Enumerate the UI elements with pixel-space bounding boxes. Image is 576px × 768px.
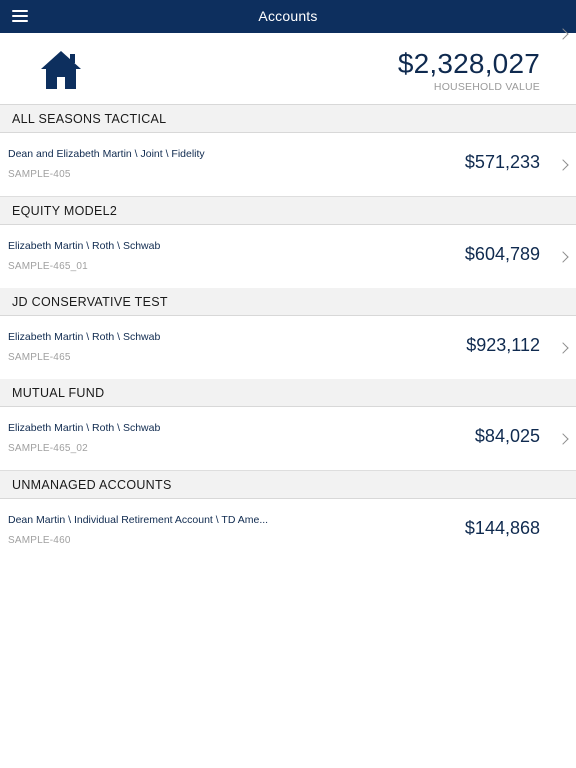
account-name: Elizabeth Martin \ Roth \ Schwab xyxy=(8,331,161,343)
account-value: $923,112 xyxy=(466,335,540,355)
account-name: Elizabeth Martin \ Roth \ Schwab xyxy=(8,422,161,434)
chevron-right-icon xyxy=(557,159,568,170)
account-id: SAMPLE-405 xyxy=(8,169,71,180)
account-row[interactable] xyxy=(0,225,576,289)
account-id: SAMPLE-465 xyxy=(8,352,71,363)
account-id: SAMPLE-460 xyxy=(8,535,71,546)
account-row[interactable] xyxy=(0,407,576,471)
section-header: JD CONSERVATIVE TEST xyxy=(0,288,576,316)
page-title: Accounts xyxy=(258,8,318,24)
section-header: UNMANAGED ACCOUNTS xyxy=(0,471,576,499)
account-value: $144,868 xyxy=(464,518,540,538)
chevron-right-icon xyxy=(557,251,568,262)
household-value-label: HOUSEHOLD VALUE xyxy=(433,81,540,93)
account-value: $604,789 xyxy=(464,244,540,264)
account-row[interactable] xyxy=(0,133,576,197)
account-name: Dean Martin \ Individual Retirement Account \ TD Ame... xyxy=(8,514,269,526)
account-value: $84,025 xyxy=(474,426,540,446)
chevron-right-icon xyxy=(557,433,568,444)
household-summary-row[interactable] xyxy=(0,33,576,105)
section-header: EQUITY MODEL2 xyxy=(0,197,576,225)
section-header: ALL SEASONS TACTICAL xyxy=(0,105,576,133)
chevron-right-icon xyxy=(557,342,568,353)
top-navigation-bar xyxy=(0,0,576,33)
account-name: Elizabeth Martin \ Roth \ Schwab xyxy=(8,240,161,252)
account-id: SAMPLE-465_02 xyxy=(8,443,88,454)
house-icon xyxy=(40,49,82,91)
account-row[interactable] xyxy=(0,499,576,563)
account-row[interactable] xyxy=(0,316,576,380)
account-value: $571,233 xyxy=(464,152,540,172)
household-value: $2,328,027 xyxy=(397,48,540,79)
account-name: Dean and Elizabeth Martin \ Joint \ Fidelity xyxy=(8,148,205,160)
account-id: SAMPLE-465_01 xyxy=(8,261,88,272)
section-header: MUTUAL FUND xyxy=(0,379,576,407)
